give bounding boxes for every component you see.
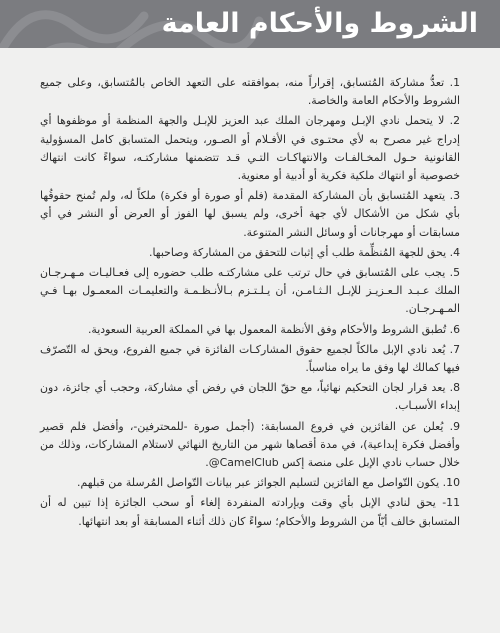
term-item: 8. يعد قرار لجان التحكيم نهائياً، مع حقّ اللجان في رفض أي مشاركة، وحجب أي جائزة، دون إبداء الأسبـاب. xyxy=(40,381,460,413)
term-item: 6. تُطبق الشروط والأحكام وفق الأنظمة المعمول بها في المملكة العربية السعودية. xyxy=(87,322,460,336)
terms-list xyxy=(40,74,460,533)
term-item: 11- يحق لنادي الإبل بأي وقت وبإرادته المنفردة إلغاء أو سحب الجائزة إذا تبين له أن المتسابق خالف أيّاً من الشروط والأحكام؛ سواءً كان ذلك أثناء المسابقة أو بعد انتهائها. xyxy=(40,496,460,528)
term-item: 9. يُعلن عن الفائزين في فروع المسابقة: (أجمل صورة -للمحترفين-، وأفضل فلم قصير وأفضل فكرة إبداعية)، في مدة أقصاها شهر من التاريخ النهائي لاستلام المشاركات، وذلك من خلال حساب نادي الإبل على منصة إكس CamelClub@. xyxy=(40,419,460,470)
term-item: 2. لا يتحمل نادي الإبـل ومهرجان الملك عبد العزيز للإبـل والجهة المنظمة أو موظفوها أي إدراج غير مصرح به لأي محتـوى في الأفـلام أو الصـور، ويتحمل المتسابق كامل المسؤولية القانونية حـول المخـالفـات والانتهاكـات التـي قـد تتضمنها مشاركتـه، سواءً كانت انتهاك خصوصية أو انتهاك ملكية فكرية أو أدبية أو معنوية. xyxy=(40,114,460,183)
term-item: 1. تعدُّ مشاركة المُتسابق، إقراراً منه، بموافقته على التعهد الخاص بالمُتسابق، وعلى جميع الشروط والأحكام العامة والخاصة. xyxy=(40,76,460,108)
page-title: الشروط والأحكام العامة xyxy=(161,8,478,39)
term-item: 7. يُعد نادي الإبل مالكاً لجميع حقوق المشاركـات الفائزة في جميع الفروع، ويحق له التّصرّف فيها كمالك لها وفق ما يراه مناسباً. xyxy=(40,342,460,375)
term-item: 5. يجب على المُتسابق في حال ترتب على مشاركتـه طلب حضوره إلى فعـاليـات مـهـرجـان الملك عـبـد الـعـزيـز للإبـل الـثـامـن، أن يـلـتـزم بـالأنـظـمـة والتعليمـات المعمـول بهـا فـي المـهـرجـان. xyxy=(40,266,460,316)
term-item: 10. يكون التّواصل مع الفائزين لتسليم الجوائز عبر بيانات التّواصل المُرسلة من قبلهم. xyxy=(77,476,460,490)
page-header xyxy=(0,0,500,48)
term-item: 3. يتعهد المُتسابق بأن المشاركة المقدمة (فلم أو صورة أو فكرة) ملكاً له، ولم تُمنح حقوقُها بأي شكل من الأشكال لأي جهة أخرى، ولم يسبق لها الفوز أو العرض أو النشر في أي مسابقات أو مهرجانات أو وسائل النشر المتنوعة. xyxy=(40,189,460,239)
term-item: 4. يحق للجهة المُنظِّمة طلب أي إثبات للتحقق من المشاركة وصاحبها. xyxy=(149,245,460,259)
